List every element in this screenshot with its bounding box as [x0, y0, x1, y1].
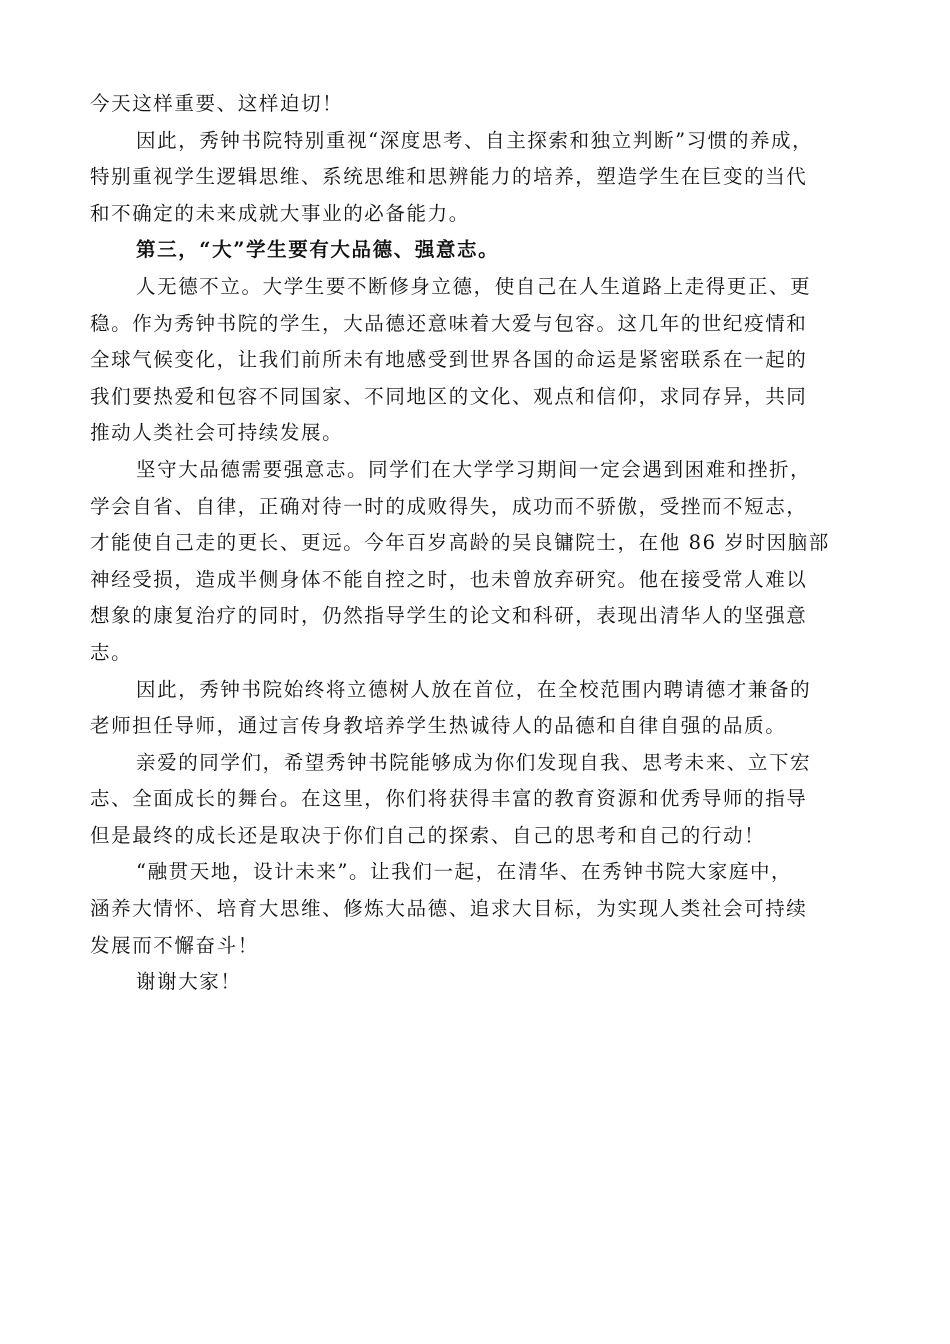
paragraph-line: 因此，秀钟书院特别重视“深度思考、自主探索和独立判断”习惯的养成，	[136, 128, 814, 152]
paragraph-line: 神经受损，造成半侧身体不能自控之时，也未曾放弃研究。他在接受常人难以	[90, 567, 808, 591]
paragraph-line: 稳。作为秀钟书院的学生，大品德还意味着大爱与包容。这几年的世纪疫情和	[90, 311, 808, 335]
paragraph-line: 人无德不立。大学生要不断修身立德，使自己在人生道路上走得更正、更	[136, 274, 812, 298]
paragraph-line: “融贯天地，设计未来”。让我们一起，在清华、在秀钟书院大家庭中，	[136, 860, 793, 884]
paragraph-line: 志、全面成长的舞台。在这里，你们将获得丰富的教育资源和优秀导师的指导	[90, 787, 808, 811]
paragraph-line: 坚守大品德需要强意志。同学们在大学学习期间一定会遇到困难和挫折，	[136, 457, 812, 481]
paragraph-line: 和不确定的未来成就大事业的必备能力。	[90, 201, 470, 225]
paragraph-line: 老师担任导师，通过言传身教培养学生热诚待人的品德和自律自强的品质。	[90, 714, 787, 738]
closing-line: 谢谢大家！	[136, 970, 242, 994]
paragraph-line: 想象的康复治疗的同时，仍然指导学生的论文和科研，表现出清华人的坚强意	[90, 604, 808, 628]
paragraph-line: 但是最终的成长还是取决于你们自己的探索、自己的思考和自己的行动！	[90, 823, 766, 847]
paragraph-line: 涵养大情怀、培育大思维、修炼大品德、追求大目标，为实现人类社会可持续	[90, 897, 808, 921]
paragraph-line: 学会自省、自律，正确对待一时的成败得失，成功而不骄傲，受挫而不短志，	[90, 494, 808, 518]
paragraph-line: 志。	[90, 640, 133, 664]
section-heading: 第三，“大”学生要有大品德、强意志。	[136, 238, 500, 262]
paragraph-line: 今天这样重要、这样迫切！	[90, 92, 344, 115]
paragraph-line: 特别重视学生逻辑思维、系统思维和思辨能力的培养，塑造学生在巨变的当代	[90, 165, 808, 189]
paragraph-line: 推动人类社会可持续发展。	[90, 421, 344, 445]
paragraph-line: 发展而不懈奋斗！	[90, 933, 259, 957]
document-page	[90, 86, 865, 1001]
paragraph-line: 才能使自己走的更长、更远。今年百岁高龄的吴良镛院士，在他 86 岁时因脑部	[90, 531, 830, 555]
paragraph-line: 因此，秀钟书院始终将立德树人放在首位，在全校范围内聘请德才兼备的	[136, 677, 812, 701]
paragraph-line: 我们要热爱和包容不同国家、不同地区的文化、观点和信仰，求同存异，共同	[90, 384, 808, 408]
paragraph-line: 亲爱的同学们，希望秀钟书院能够成为你们发现自我、思考未来、立下宏	[136, 750, 812, 774]
paragraph-line: 全球气候变化，让我们前所未有地感受到世界各国的命运是紧密联系在一起的	[90, 348, 808, 372]
